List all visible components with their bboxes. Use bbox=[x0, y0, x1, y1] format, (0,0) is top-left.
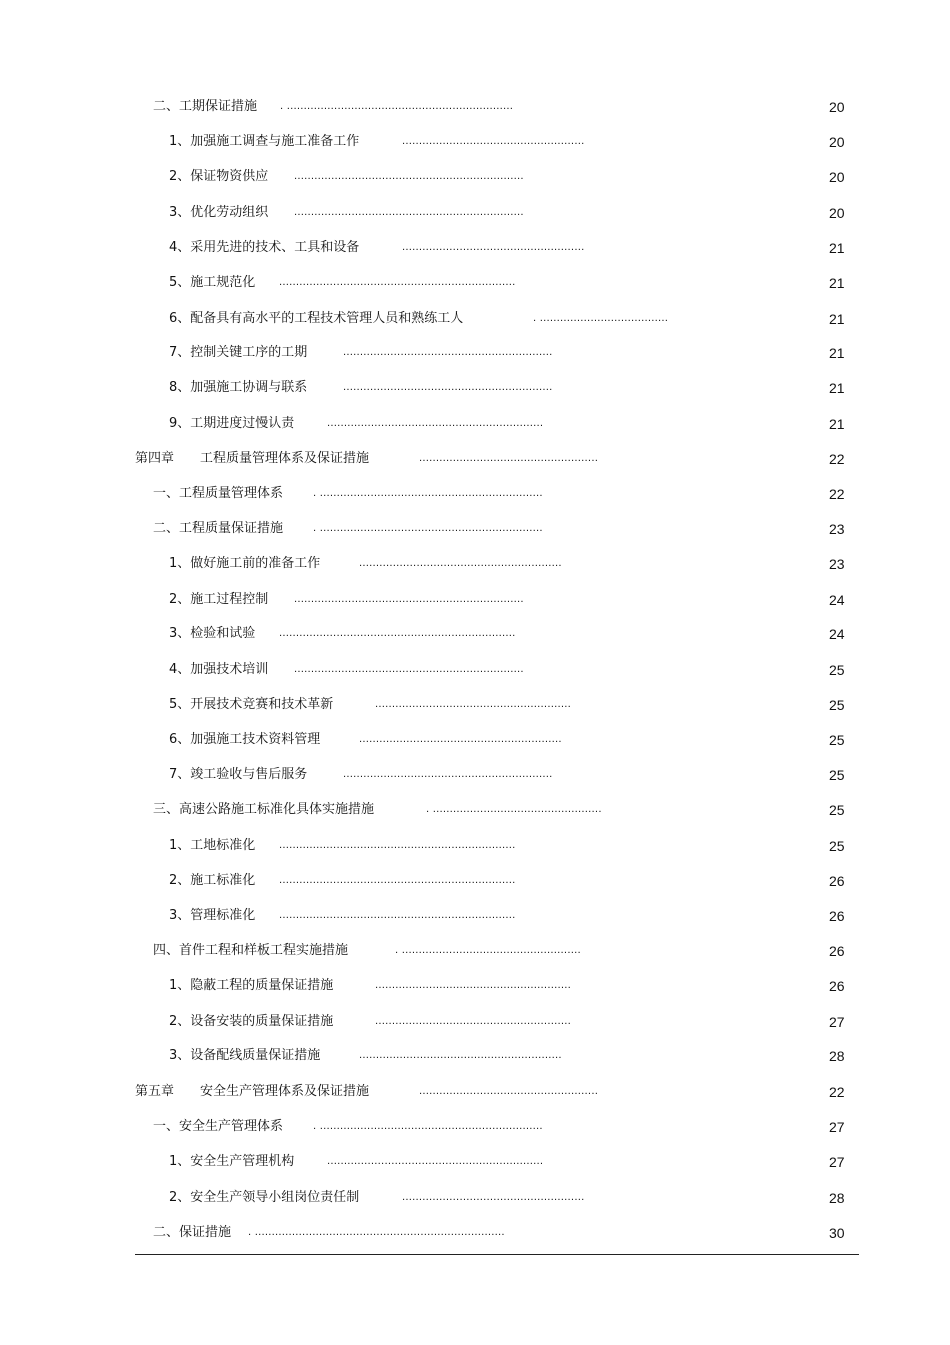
toc-entry-title: 5、开展技术竞赛和技术革新 bbox=[169, 697, 334, 712]
toc-entry-page-number: 30 bbox=[829, 1225, 845, 1241]
toc-entry-title: 第四章 工程质量管理体系及保证措施 bbox=[135, 451, 370, 466]
toc-entry[interactable] bbox=[0, 343, 950, 363]
toc-entry[interactable] bbox=[0, 414, 950, 434]
toc-entry-title: 2、安全生产领导小组岗位责任制 bbox=[169, 1190, 360, 1205]
toc-entry-title: 1、隐蔽工程的质量保证措施 bbox=[169, 978, 334, 993]
toc-entry[interactable] bbox=[0, 273, 950, 293]
toc-entry[interactable] bbox=[0, 800, 950, 820]
toc-entry-leader-dots: .................................................................... bbox=[294, 664, 524, 675]
toc-entry[interactable] bbox=[0, 554, 950, 574]
bottom-divider bbox=[135, 1254, 859, 1255]
toc-entry-page-number: 21 bbox=[829, 416, 845, 432]
toc-entry-leader-dots: ...................................................... bbox=[402, 136, 585, 147]
toc-entry-page-number: 26 bbox=[829, 943, 845, 959]
toc-entry[interactable] bbox=[0, 309, 950, 329]
toc-entry[interactable] bbox=[0, 906, 950, 926]
toc-entry-title: 3、设备配线质量保证措施 bbox=[169, 1048, 321, 1063]
toc-entry-title: 7、竣工验收与售后服务 bbox=[169, 767, 308, 782]
toc-entry-page-number: 22 bbox=[829, 486, 845, 502]
toc-entry[interactable] bbox=[0, 1223, 950, 1243]
toc-entry-leader-dots: ..................................................... bbox=[419, 453, 599, 464]
toc-entry-leader-dots: .............................................................. bbox=[343, 347, 553, 358]
toc-entry-leader-dots: ...................................................................... bbox=[279, 628, 516, 639]
toc-entry[interactable] bbox=[0, 484, 950, 504]
toc-entry-leader-dots: ................................................................ bbox=[327, 1156, 544, 1167]
toc-entry-leader-dots: ................................................................ bbox=[327, 418, 544, 429]
toc-entry-leader-dots: .................................................................... bbox=[294, 171, 524, 182]
toc-entry-page-number: 25 bbox=[829, 802, 845, 818]
toc-entry-page-number: 20 bbox=[829, 99, 845, 115]
toc-entry[interactable] bbox=[0, 730, 950, 750]
toc-entry-leader-dots: . ................................................................... bbox=[280, 101, 514, 112]
toc-entry[interactable] bbox=[0, 203, 950, 223]
toc-entry[interactable] bbox=[0, 941, 950, 961]
toc-entry[interactable] bbox=[0, 765, 950, 785]
toc-entry[interactable] bbox=[0, 695, 950, 715]
toc-entry-leader-dots: ............................................................ bbox=[359, 734, 562, 745]
toc-entry-page-number: 26 bbox=[829, 908, 845, 924]
toc-entry[interactable] bbox=[0, 1012, 950, 1032]
toc-entry-title: 8、加强施工协调与联系 bbox=[169, 380, 308, 395]
toc-entry-page-number: 28 bbox=[829, 1190, 845, 1206]
toc-entry-page-number: 25 bbox=[829, 767, 845, 783]
toc-entry[interactable] bbox=[0, 871, 950, 891]
toc-entry[interactable] bbox=[0, 1046, 950, 1066]
toc-entry-leader-dots: ............................................................ bbox=[359, 558, 562, 569]
toc-entry-page-number: 20 bbox=[829, 169, 845, 185]
toc-entry-leader-dots: . .................................................................. bbox=[313, 1121, 543, 1132]
toc-entry[interactable] bbox=[0, 1152, 950, 1172]
toc-entry-title: 四、首件工程和样板工程实施措施 bbox=[153, 943, 349, 958]
toc-entry-title: 2、施工标准化 bbox=[169, 873, 256, 888]
toc-entry-title: 3、管理标准化 bbox=[169, 908, 256, 923]
toc-entry-title: 4、加强技术培训 bbox=[169, 662, 269, 677]
toc-entry[interactable] bbox=[0, 167, 950, 187]
toc-entry[interactable] bbox=[0, 132, 950, 152]
toc-entry-title: 9、工期进度过慢认责 bbox=[169, 416, 295, 431]
toc-entry-leader-dots: ...................................................................... bbox=[279, 910, 516, 921]
toc-entry[interactable] bbox=[0, 378, 950, 398]
toc-entry-title: 一、安全生产管理体系 bbox=[153, 1119, 284, 1134]
toc-entry-page-number: 28 bbox=[829, 1048, 845, 1064]
toc-entry-title: 1、做好施工前的准备工作 bbox=[169, 556, 321, 571]
toc-entry-leader-dots: ...................................................................... bbox=[279, 840, 516, 851]
toc-entry-leader-dots: .................................................................... bbox=[294, 594, 524, 605]
toc-entry-leader-dots: . .................................................................. bbox=[313, 523, 543, 534]
toc-entry[interactable] bbox=[0, 519, 950, 539]
toc-entry-leader-dots: .............................................................. bbox=[343, 769, 553, 780]
toc-entry-leader-dots: .................................................................... bbox=[294, 207, 524, 218]
toc-entry-title: 三、高速公路施工标准化具体实施措施 bbox=[153, 802, 375, 817]
toc-entry-title: 2、保证物资供应 bbox=[169, 169, 269, 184]
toc-entry-page-number: 26 bbox=[829, 873, 845, 889]
toc-entry-page-number: 22 bbox=[829, 1084, 845, 1100]
toc-entry-page-number: 22 bbox=[829, 451, 845, 467]
toc-entry-page-number: 26 bbox=[829, 978, 845, 994]
toc-entry-title: 一、工程质量管理体系 bbox=[153, 486, 284, 501]
toc-entry-page-number: 21 bbox=[829, 275, 845, 291]
toc-entry-page-number: 24 bbox=[829, 592, 845, 608]
toc-entry-page-number: 27 bbox=[829, 1014, 845, 1030]
toc-entry-title: 二、工程质量保证措施 bbox=[153, 521, 284, 536]
toc-entry-page-number: 25 bbox=[829, 662, 845, 678]
toc-entry-title: 二、保证措施 bbox=[153, 1225, 232, 1240]
toc-entry[interactable] bbox=[0, 1188, 950, 1208]
toc-entry-page-number: 23 bbox=[829, 556, 845, 572]
toc-entry-page-number: 25 bbox=[829, 838, 845, 854]
toc-entry-page-number: 21 bbox=[829, 345, 845, 361]
toc-entry-page-number: 21 bbox=[829, 380, 845, 396]
toc-entry-leader-dots: . .......................................................................... bbox=[248, 1227, 505, 1238]
toc-entry-title: 3、优化劳动组织 bbox=[169, 205, 269, 220]
toc-entry-title: 1、工地标准化 bbox=[169, 838, 256, 853]
toc-entry-leader-dots: ...................................................... bbox=[402, 242, 585, 253]
toc-entry-title: 6、配备具有高水平的工程技术管理人员和熟练工人 bbox=[169, 311, 464, 326]
toc-entry-leader-dots: .......................................................... bbox=[375, 980, 571, 991]
toc-entry-leader-dots: ...................................................................... bbox=[279, 875, 516, 886]
toc-entry-leader-dots: . ...................................... bbox=[533, 313, 669, 324]
toc-entry-leader-dots: ...................................................... bbox=[402, 1192, 585, 1203]
toc-entry-page-number: 27 bbox=[829, 1154, 845, 1170]
toc-entry[interactable] bbox=[0, 1117, 950, 1137]
toc-entry-page-number: 25 bbox=[829, 697, 845, 713]
toc-entry-page-number: 23 bbox=[829, 521, 845, 537]
toc-entry-title: 1、安全生产管理机构 bbox=[169, 1154, 295, 1169]
toc-entry-title: 4、采用先进的技术、工具和设备 bbox=[169, 240, 360, 255]
toc-entry-leader-dots: .......................................................... bbox=[375, 1016, 571, 1027]
toc-entry[interactable] bbox=[0, 238, 950, 258]
toc-entry-leader-dots: . ..................................................... bbox=[395, 945, 581, 956]
toc-entry-page-number: 21 bbox=[829, 240, 845, 256]
toc-entry-title: 3、检验和试验 bbox=[169, 626, 256, 641]
toc-entry-leader-dots: . .................................................. bbox=[426, 804, 602, 815]
toc-entry-page-number: 21 bbox=[829, 311, 845, 327]
toc-entry-leader-dots: ............................................................ bbox=[359, 1050, 562, 1061]
toc-entry[interactable] bbox=[0, 660, 950, 680]
toc-entry[interactable] bbox=[0, 449, 950, 469]
toc-entry-title: 5、施工规范化 bbox=[169, 275, 256, 290]
toc-entry-leader-dots: ...................................................................... bbox=[279, 277, 516, 288]
toc-entry-leader-dots: ..................................................... bbox=[419, 1086, 599, 1097]
toc-entry-page-number: 24 bbox=[829, 626, 845, 642]
toc-entry-leader-dots: .......................................................... bbox=[375, 699, 571, 710]
toc-entry-page-number: 27 bbox=[829, 1119, 845, 1135]
toc-entry-leader-dots: . .................................................................. bbox=[313, 488, 543, 499]
toc-entry[interactable] bbox=[0, 1082, 950, 1102]
toc-entry-title: 7、控制关键工序的工期 bbox=[169, 345, 308, 360]
toc-entry[interactable] bbox=[0, 976, 950, 996]
toc-entry-title: 2、设备安装的质量保证措施 bbox=[169, 1014, 334, 1029]
toc-entry-leader-dots: .............................................................. bbox=[343, 382, 553, 393]
toc-entry-title: 二、工期保证措施 bbox=[153, 99, 258, 114]
toc-entry-title: 6、加强施工技术资料管理 bbox=[169, 732, 321, 747]
toc-entry[interactable] bbox=[0, 97, 950, 117]
toc-entry[interactable] bbox=[0, 624, 950, 644]
toc-entry-page-number: 20 bbox=[829, 134, 845, 150]
toc-entry[interactable] bbox=[0, 836, 950, 856]
toc-entry[interactable] bbox=[0, 590, 950, 610]
toc-entry-page-number: 20 bbox=[829, 205, 845, 221]
toc-entry-title: 1、加强施工调查与施工准备工作 bbox=[169, 134, 360, 149]
toc-entry-title: 2、施工过程控制 bbox=[169, 592, 269, 607]
toc-entry-title: 第五章 安全生产管理体系及保证措施 bbox=[135, 1084, 370, 1099]
toc-entry-page-number: 25 bbox=[829, 732, 845, 748]
